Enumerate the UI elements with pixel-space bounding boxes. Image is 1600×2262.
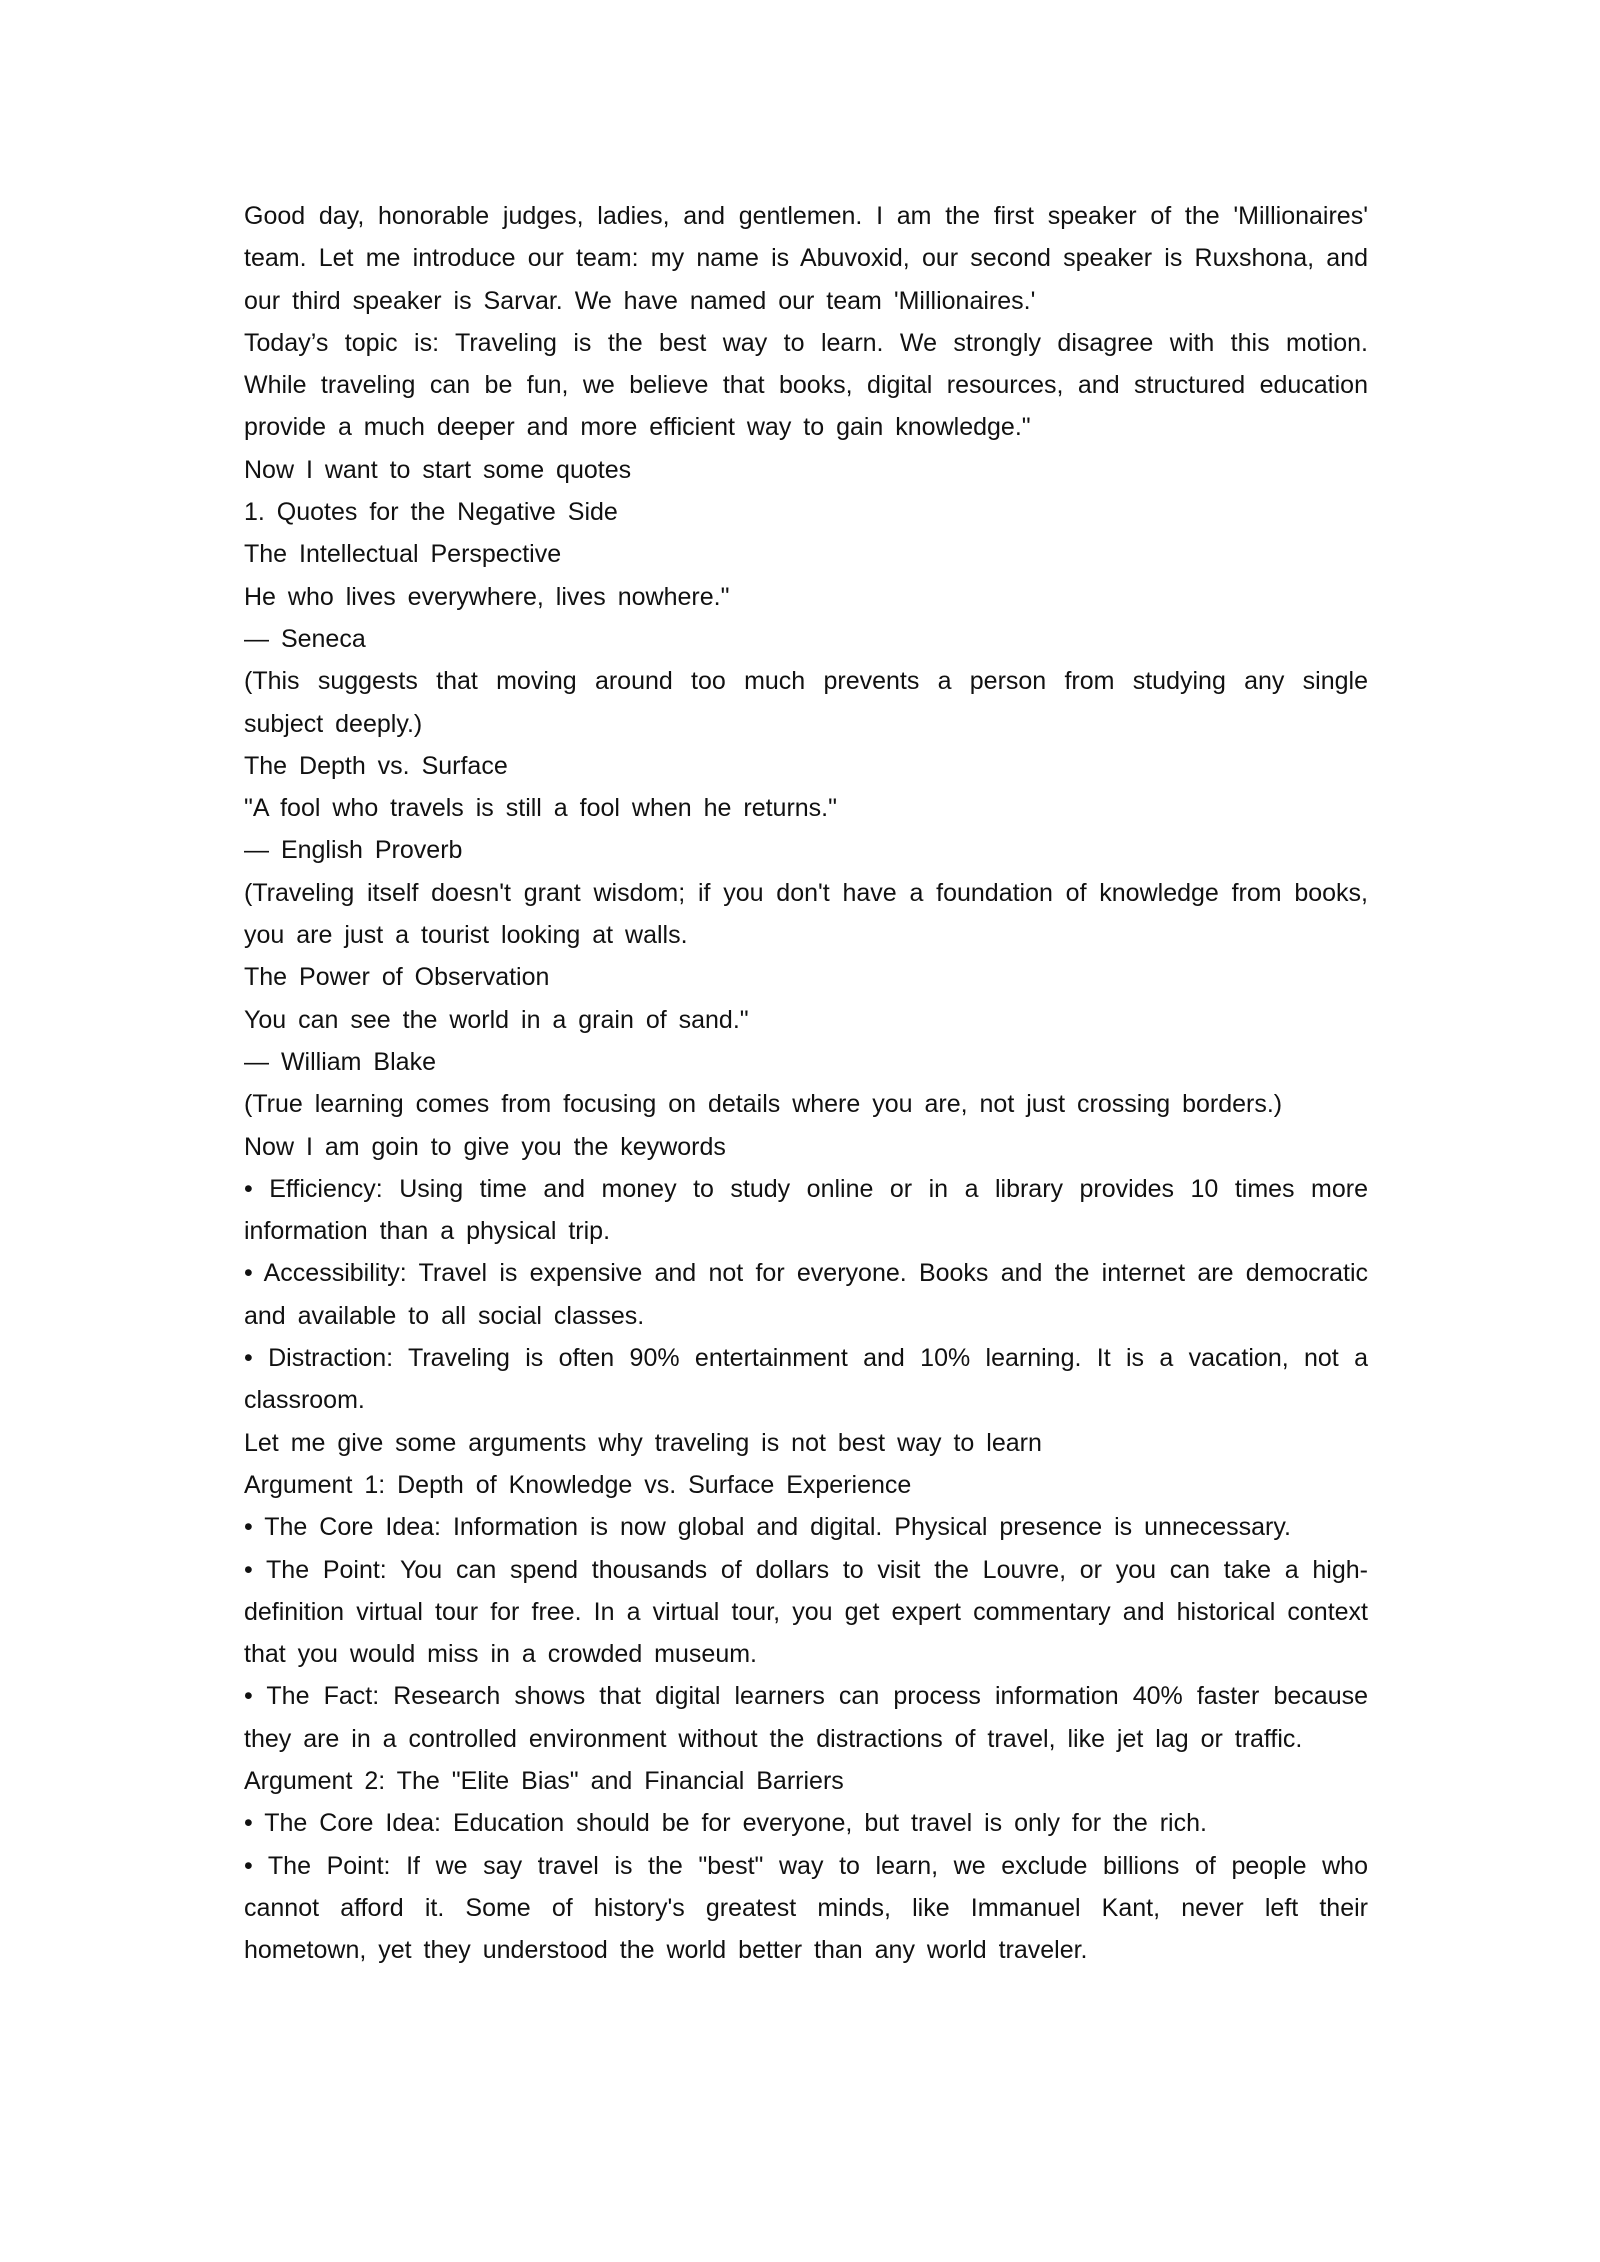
quote-author-seneca: — Seneca [244,624,366,653]
argument-1-point: • The Point: You can spend thousands of dollars to visit the Louvre, or you can take a high-definition virtual tour for free. In a virtual tour, you get expert commentary and historical context that you would miss in a crowded museum. [244,1555,1368,1669]
argument-1-core-idea: • The Core Idea: Information is now global and digital. Physical presence is unnecessary. [244,1513,1291,1542]
argument-1-fact: • The Fact: Research shows that digital learners can process information 40% faster because they are in a controlled environment without the distractions of travel, like jet lag or traffic. [244,1682,1368,1753]
quote-proverb: "A fool who travels is still a fool when he returns." [244,794,838,823]
quote-seneca: He who lives everywhere, lives nowhere." [244,582,730,611]
intro-paragraph: Good day, honorable judges, ladies, and gentlemen. I am the first speaker of the 'Millionaires' team. Let me introduce our team: my name is Abuvoxid, our second speaker is Ruxshona, and our third speaker is Sarvar. We have named our team 'Millionaires.' [244,202,1368,315]
quote-blake: You can see the world in a grain of sand." [244,1005,749,1034]
quotes-intro-line: Now I want to start some quotes [244,455,632,484]
keyword-distraction: • Distraction: Traveling is often 90% entertainment and 10% learning. It is a vacation, not a classroom. [244,1344,1368,1415]
arguments-intro-line: Let me give some arguments why traveling is not best way to learn [244,1428,1042,1457]
quote-author-proverb: — English Proverb [244,836,463,865]
document-page [244,195,1368,1971]
argument-1-heading: Argument 1: Depth of Knowledge vs. Surface Experience [244,1470,912,1499]
argument-2-point: • The Point: If we say travel is the "best" way to learn, we exclude billions of people who cannot afford it. Some of history's greatest minds, like Immanuel Kant, never left their hometown, yet they understood the world better than any world traveler. [244,1851,1368,1965]
quote-explanation-seneca: (This suggests that moving around too much prevents a person from studying any single subject deeply.) [244,667,1368,738]
quote-subheading-intellectual: The Intellectual Perspective [244,540,562,569]
keyword-efficiency: • Efficiency: Using time and money to study online or in a library provides 10 times more information than a physical trip. [244,1174,1368,1246]
argument-2-core-idea: • The Core Idea: Education should be for everyone, but travel is only for the rich. [244,1809,1207,1838]
argument-2-heading: Argument 2: The "Elite Bias" and Financial Barriers [244,1766,844,1795]
quote-explanation-blake: (True learning comes from focusing on details where you are, not just crossing borders.) [244,1090,1283,1119]
keywords-intro-line: Now I am goin to give you the keywords [244,1132,726,1161]
quote-explanation-proverb: (Traveling itself doesn't grant wisdom; if you don't have a foundation of knowledge from books, you are just a tourist looking at walls. [244,878,1368,950]
quotes-heading: 1. Quotes for the Negative Side [244,498,618,527]
topic-paragraph: Today’s topic is: Traveling is the best way to learn. We strongly disagree with this motion. While traveling can be fun, we believe that books, digital resources, and structured education provide a much deeper and more efficient way to gain knowledge." [244,328,1368,442]
keyword-accessibility: • Accessibility: Travel is expensive and not for everyone. Books and the internet are democratic and available to all social classes. [244,1259,1368,1330]
quote-subheading-observation: The Power of Observation [244,963,550,992]
quote-author-blake: — William Blake [244,1047,436,1076]
quote-subheading-depth: The Depth vs. Surface [244,751,508,780]
